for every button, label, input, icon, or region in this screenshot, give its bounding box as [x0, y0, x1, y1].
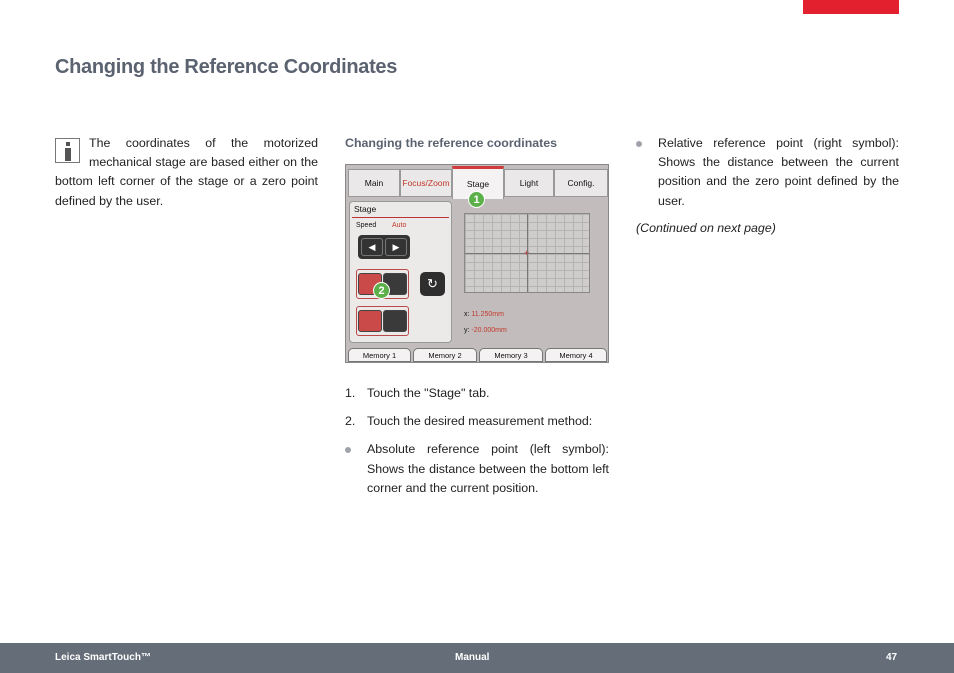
screen-tab-focus-zoom[interactable]: Focus/Zoom: [400, 169, 452, 197]
step-2: 2. Touch the desired measurement method:: [345, 414, 593, 429]
arrow-left-icon[interactable]: ◀: [361, 238, 383, 256]
right-column: [636, 134, 899, 238]
memory-tab-2[interactable]: Memory 2: [413, 348, 477, 362]
measure-method-group-2: [356, 306, 409, 336]
screen-tab-stage[interactable]: Stage: [452, 166, 504, 199]
callout-1: 1: [468, 191, 485, 208]
screen-tab-config[interactable]: Config.: [554, 169, 608, 197]
position-marker-icon: +: [524, 248, 530, 258]
info-icon: [55, 138, 80, 163]
arrow-right-icon[interactable]: ▶: [385, 238, 407, 256]
continued-note: (Continued on next page): [636, 220, 776, 235]
footer-page-number: 47: [886, 652, 898, 663]
stage-position-grid[interactable]: [464, 213, 590, 293]
memory-tab-row: [347, 348, 607, 362]
y-coordinate: y: -20.000mm: [464, 327, 507, 334]
page-title: Changing the Reference Coordinates: [55, 56, 398, 78]
speed-label: Speed: [356, 222, 377, 229]
screen-tab-light[interactable]: Light: [504, 169, 554, 197]
info-note: [55, 134, 318, 211]
memory-tab-1[interactable]: Memory 1: [348, 348, 411, 362]
stage-screen-figure: [345, 164, 609, 363]
speed-arrows: [358, 235, 410, 259]
section-subheading: Changing the reference coordinates: [345, 136, 558, 150]
speed-value[interactable]: Auto: [392, 222, 407, 229]
footer-product: Leica SmartTouch™: [55, 652, 151, 663]
memory-tab-4[interactable]: Memory 4: [545, 348, 607, 362]
steps-list: [345, 384, 609, 498]
screen-tab-main[interactable]: Main: [348, 169, 400, 197]
relative-origin-icon[interactable]: [383, 310, 407, 332]
instructions-column: [345, 134, 609, 153]
callout-2: 2: [373, 282, 390, 299]
step-1: 1. Touch the "Stage" tab.: [345, 386, 490, 400]
reset-icon[interactable]: ↻: [420, 272, 445, 296]
footer-doc-type: Manual: [455, 652, 490, 663]
absolute-origin-icon[interactable]: [358, 310, 382, 332]
x-coordinate: x: 11.250mm: [464, 311, 504, 318]
memory-tab-3[interactable]: Memory 3: [479, 348, 543, 362]
bullet-relative-reference: Relative reference point (right symbol): Shows the distance between the current position and the zero point defined by the user.: [636, 134, 899, 211]
stage-panel-title: Stage: [354, 204, 377, 214]
page-footer: [0, 643, 954, 673]
info-note-text: The coordinates of the motorized mechanical stage are based either on the bottom left corner of the stage or a zero point defined by the user.: [55, 136, 318, 208]
bullet-absolute-reference: Absolute reference point (left symbol): Shows the distance between the bottom left corner and the current position.: [345, 440, 609, 498]
stage-control-panel: [349, 201, 452, 343]
brand-accent-bar: [803, 0, 899, 14]
